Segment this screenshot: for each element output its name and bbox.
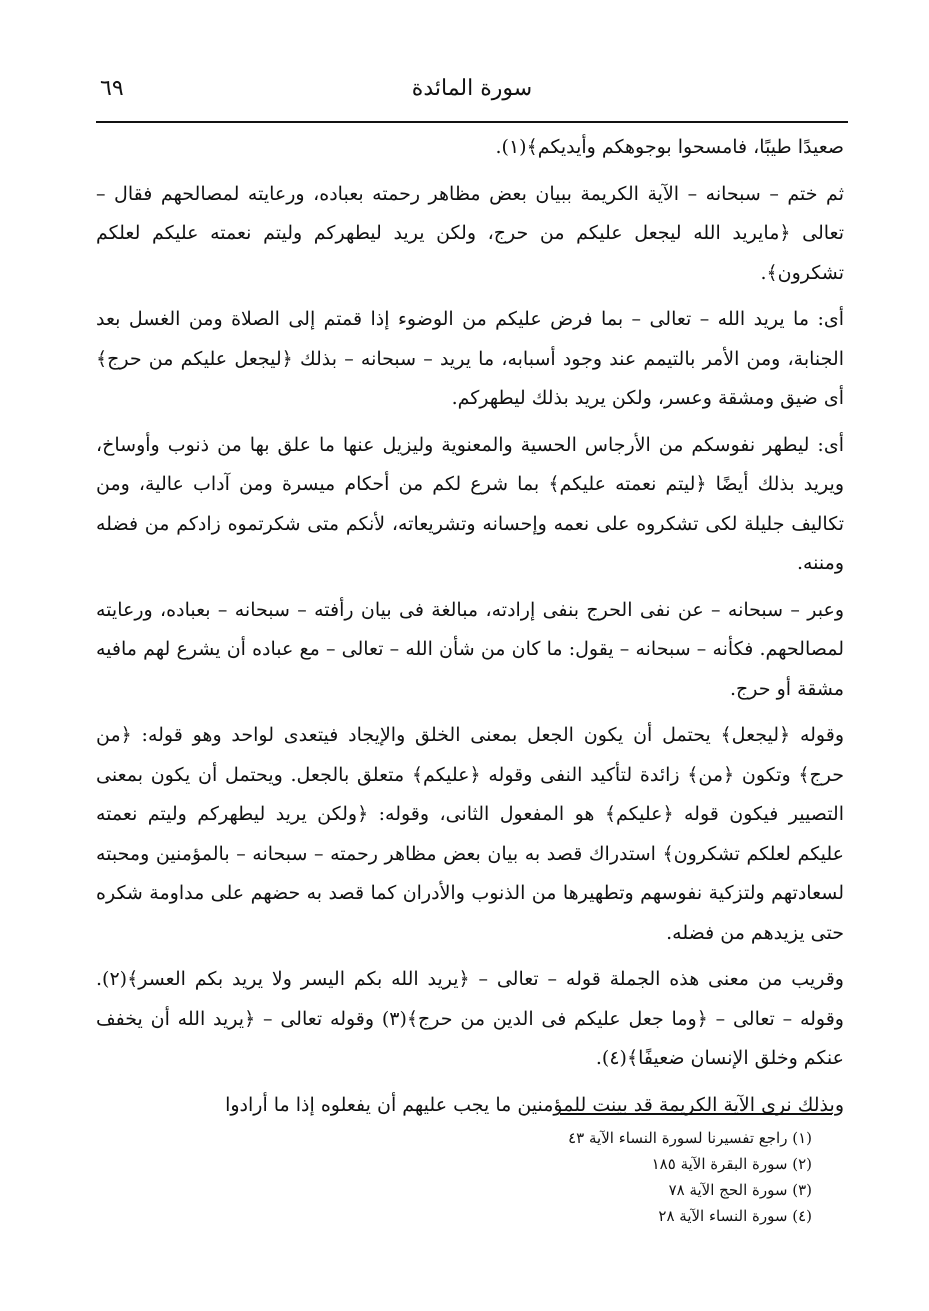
header-rule — [96, 121, 848, 123]
page-header — [96, 68, 848, 108]
footnote: (٢) سورة البقرة الآية ١٨٥ — [651, 1155, 812, 1173]
paragraph: صعيدًا طيبًا، فامسحوا بوجوهكم وأيديكم﴾(١). — [495, 136, 844, 158]
page-number: ٦٩ — [100, 76, 124, 101]
running-title: سورة المائدة — [411, 76, 533, 101]
footnote-rule — [560, 1113, 832, 1115]
footnote: (٣) سورة الحج الآية ٧٨ — [668, 1181, 812, 1199]
paragraph: ثم ختم – سبحانه – الآية الكريمة ببيان بعض مظاهر رحمته بعباده، ورعايته لمصالحهم فقال – تعالى ﴿مايريد الله ليجعل عليكم من حرج، ولكن يريد ليطهركم وليتم نعمته عليكم لعلكم تشكرون﴾. — [96, 182, 844, 284]
footnote: (٤) سورة النساء الآية ٢٨ — [658, 1207, 812, 1225]
paragraph: وعبر – سبحانه – عن نفى الحرج بنفى إرادته، مبالغة فى بيان رأفته – سبحانه – بعباده، ورعايته لمصالحهم. فكأنه – سبحانه – يقول: ما كان من شأن الله – تعالى – مع عباده أن يشرع لهم مافيه مشقة أو حرج. — [96, 598, 844, 700]
paragraph: وقوله ﴿ليجعل﴾ يحتمل أن يكون الجعل بمعنى الخلق والإيجاد فيتعدى لواحد وهو قوله: ﴿من حرج﴾ وتكون ﴿من﴾ زائدة لتأكيد النفى وقوله ﴿عليكم﴾ متعلق بالجعل. ويحتمل أن يكون بمعنى التصيير فيكون قوله ﴿عليكم﴾ هو المفعول الثانى، وقوله: ﴿ولكن يريد ليطهركم وليتم نعمته عليكم لعلكم تشكرون﴾ استدراك قصد به بيان بعض مظاهر رحمته – سبحانه – بالمؤمنين ومحبته لسعادتهم ولتزكية نفوسهم وتطهيرها من الذنوب والأدران كما قصد به حضهم على مداومة شكره حتى يزيدهم من فضله. — [96, 724, 844, 944]
footnote: (١) راجع تفسيرنا لسورة النساء الآية ٤٣ — [568, 1129, 812, 1147]
paragraph: أى: ليطهر نفوسكم من الأرجاس الحسية والمعنوية وليزيل عنها ما علق بها من ذنوب وأوساخ، ويريد بذلك أيضًا ﴿ليتم نعمته عليكم﴾ بما شرع لكم من أحكام ميسرة ومن آداب عالية، ومن تكاليف جليلة لكى تشكروه على نعمه وإحسانه وتشريعاته، لأنكم متى شكرتموه زادكم من فضله ومننه. — [96, 433, 844, 574]
main-text — [96, 128, 844, 1132]
footnotes — [300, 1125, 812, 1229]
paragraph: وبذلك نرى الآية الكريمة قد بينت للمؤمنين ما يجب عليهم أن يفعلوه إذا ما أرادوا — [225, 1093, 844, 1116]
paragraph: أى: ما يريد الله – تعالى – بما فرض عليكم من الوضوء إذا قمتم إلى الصلاة ومن الغسل بعد الجنابة، ومن الأمر بالتيمم عند وجود أسبابه، ما يريد – سبحانه – بذلك ﴿ليجعل عليكم من حرج﴾ أى ضيق ومشقة وعسر، ولكن يريد بذلك ليطهركم. — [96, 308, 844, 409]
paragraph: وقريب من معنى هذه الجملة قوله – تعالى – ﴿يريد الله بكم اليسر ولا يريد بكم العسر﴾(٢). وقوله – تعالى – ﴿وما جعل عليكم فى الدين من حرج﴾(٣) وقوله تعالى – ﴿يريد الله أن يخفف عنكم وخلق الإنسان ضعيفًا﴾(٤). — [96, 968, 844, 1069]
